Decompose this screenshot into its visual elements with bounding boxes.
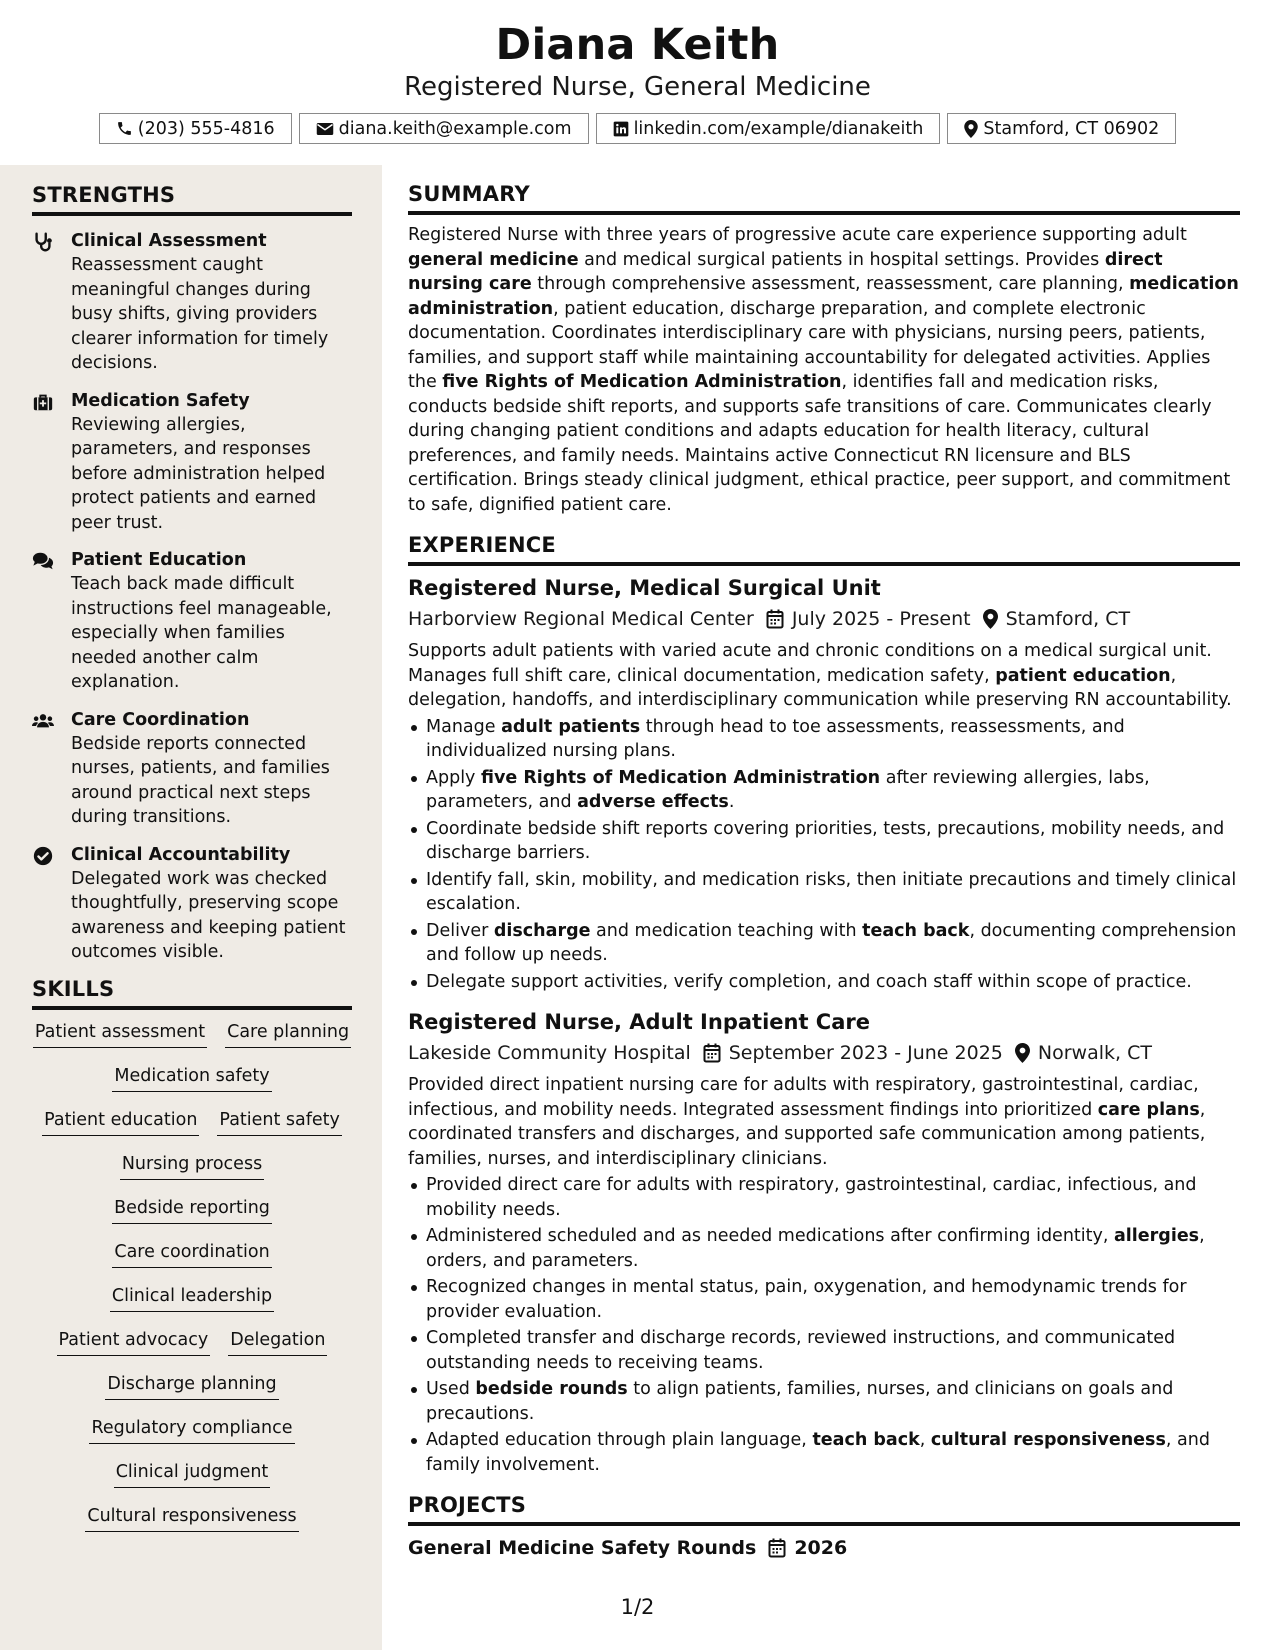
page-number: 1/2 bbox=[620, 1595, 655, 1619]
text-segment: , orders, and parameters. bbox=[426, 1226, 1205, 1271]
strength-name: Clinical Accountability bbox=[71, 844, 291, 865]
contact-bar bbox=[0, 113, 1275, 144]
emphasis-text: adult patients bbox=[501, 716, 641, 737]
job-meta bbox=[408, 605, 1240, 633]
text-segment: to align patients, families, nurses, and clinicians on goals and precautions. bbox=[426, 1379, 1174, 1424]
strength-desc: Delegated work was checked thoughtfully, preserving scope awareness and keeping patient outcomes visible. bbox=[71, 868, 346, 962]
job-bullet bbox=[408, 1377, 1240, 1426]
job-bullet bbox=[408, 817, 1240, 866]
location-text: Stamford, CT 06902 bbox=[983, 118, 1160, 139]
project-title: General Medicine Safety Rounds bbox=[408, 1537, 757, 1559]
job-bullet bbox=[408, 970, 1240, 995]
job-summary bbox=[408, 639, 1240, 713]
sidebar bbox=[0, 165, 382, 1650]
text-segment: . bbox=[728, 792, 735, 812]
job-bullet bbox=[408, 1224, 1240, 1273]
emphasis-text: allergies bbox=[1113, 1226, 1200, 1246]
skill-tag: Clinical leadership bbox=[110, 1284, 274, 1312]
emphasis-text: bedside rounds bbox=[475, 1379, 628, 1399]
job-title: Registered Nurse, Adult Inpatient Care bbox=[408, 1010, 870, 1034]
summary-heading: SUMMARY bbox=[408, 182, 1240, 215]
skill-tag: Patient assessment bbox=[33, 1020, 207, 1048]
emphasis-text: care plans bbox=[1097, 1099, 1200, 1120]
job-entry bbox=[408, 574, 1240, 994]
text-segment: , documenting comprehension and follow up needs. bbox=[426, 920, 1237, 965]
job-summary bbox=[408, 1073, 1240, 1171]
emphasis-text: five Rights of Medication Administration bbox=[442, 372, 842, 392]
text-segment: , and family involvement. bbox=[426, 1430, 1210, 1475]
job-title: Registered Nurse, Medical Surgical Unit bbox=[408, 576, 881, 600]
strength-desc: Reassessment caught meaningful changes during busy shifts, giving providers clearer information for timely decisions. bbox=[71, 255, 329, 373]
contact-email[interactable] bbox=[299, 113, 589, 144]
emphasis-text: discharge bbox=[493, 920, 591, 941]
job-employer: Harborview Regional Medical Center bbox=[408, 608, 754, 630]
contact-linkedin[interactable] bbox=[596, 113, 941, 144]
skill-tag: Clinical judgment bbox=[114, 1460, 271, 1488]
calendar-icon bbox=[768, 1538, 786, 1558]
emphasis-text: adverse effects bbox=[577, 792, 729, 812]
text-segment: Recognized changes in mental status, pain, oxygenation, and hemodynamic trends for provider evaluation. bbox=[426, 1277, 1187, 1322]
text-segment: Registered Nurse with three years of progressive acute care experience supporting adult bbox=[408, 225, 1187, 245]
text-segment: Deliver bbox=[426, 920, 494, 941]
skills-heading: SKILLS bbox=[32, 977, 352, 1010]
text-segment: and medication teaching with bbox=[590, 920, 863, 941]
job-bullet bbox=[408, 1275, 1240, 1324]
skill-tag: Discharge planning bbox=[105, 1372, 278, 1400]
summary-text bbox=[408, 223, 1240, 517]
job-bullet bbox=[408, 919, 1240, 968]
job-dates: July 2025 - Present bbox=[791, 608, 971, 630]
medkit-icon bbox=[32, 391, 54, 413]
skill-tag: Nursing process bbox=[120, 1152, 264, 1180]
text-segment: Manage bbox=[426, 716, 502, 737]
text-segment: Apply bbox=[426, 767, 481, 788]
text-segment: , delegation, handoffs, and interdisciplinary communication while preserving RN accountability. bbox=[408, 665, 1232, 710]
text-segment: Provided direct care for adults with respiratory, gastrointestinal, cardiac, infectious, and mobility needs. bbox=[426, 1175, 1197, 1220]
check-circle-icon bbox=[32, 845, 54, 867]
resume-header bbox=[0, 0, 1275, 165]
projects-section bbox=[408, 1493, 1240, 1562]
experience-heading: EXPERIENCE bbox=[408, 533, 1240, 566]
strength-item bbox=[32, 229, 352, 376]
text-segment: Supports adult patients with varied acute and chronic conditions on a medical surgical unit. Manages full shift care, clinical documentation, medication safety, bbox=[408, 641, 1212, 686]
job-bullet bbox=[408, 766, 1240, 815]
calendar-icon bbox=[703, 1043, 721, 1063]
emphasis-text: patient education bbox=[995, 665, 1171, 686]
strength-desc: Teach back made difficult instructions feel manageable, especially when families needed another calm explanation. bbox=[71, 574, 332, 692]
text-segment: , identifies fall and medication risks, conducts bedside shift reports, and supports safe transitions of care. Communicates clearly during changing patient conditions and adapts education for health literacy, cultural preferences, and family needs. Maintains active Connecticut RN licensure and BLS certification. Brings steady clinical judgment, ethical practice, peer support, and commitment to safe, dignified patient care. bbox=[408, 372, 1231, 515]
skill-tag: Bedside reporting bbox=[112, 1196, 272, 1224]
project-year: 2026 bbox=[794, 1537, 848, 1559]
job-location: Norwalk, CT bbox=[1037, 1042, 1152, 1064]
job-employer: Lakeside Community Hospital bbox=[408, 1042, 691, 1064]
strength-item bbox=[32, 389, 352, 536]
map-pin-icon bbox=[964, 120, 978, 138]
text-segment: through head to toe assessments, reassessments, and individualized nursing plans. bbox=[426, 716, 1125, 761]
skill-tag: Medication safety bbox=[112, 1064, 271, 1092]
phone-icon bbox=[116, 120, 133, 137]
strength-item bbox=[32, 843, 352, 965]
contact-phone bbox=[99, 113, 292, 144]
phone-text: (203) 555-4816 bbox=[137, 118, 275, 139]
emphasis-text: general medicine bbox=[408, 249, 579, 270]
strength-name: Medication Safety bbox=[71, 390, 250, 411]
main-content bbox=[408, 182, 1240, 1562]
text-segment: Identify fall, skin, mobility, and medication risks, then initiate precautions and timely clinical escalation. bbox=[426, 869, 1237, 914]
map-pin-icon bbox=[1015, 1043, 1030, 1063]
email-text[interactable]: diana.keith@example.com bbox=[338, 118, 572, 139]
strength-name: Patient Education bbox=[71, 550, 247, 570]
skills-section bbox=[32, 977, 352, 1548]
candidate-title: Registered Nurse, General Medicine bbox=[404, 72, 871, 102]
text-segment: , patient education, discharge preparation, and complete electronic documentation. Coordinates interdisciplinary care with physicians, nursing peers, patients, families, and support staff while maintaining accountability for delegated activities. Applies the bbox=[408, 298, 1211, 392]
text-segment: and medical surgical patients in hospital settings. Provides bbox=[578, 249, 1105, 270]
skill-tag: Cultural responsiveness bbox=[85, 1504, 298, 1532]
strength-name: Care Coordination bbox=[71, 709, 250, 730]
candidate-name: Diana Keith bbox=[495, 20, 780, 70]
text-segment: Used bbox=[426, 1379, 476, 1399]
text-segment: Administered scheduled and as needed medications after confirming identity, bbox=[426, 1226, 1114, 1246]
job-location: Stamford, CT bbox=[1005, 608, 1131, 630]
job-bullet bbox=[408, 1173, 1240, 1222]
experience-section bbox=[408, 533, 1240, 1477]
skill-tag: Care planning bbox=[225, 1020, 351, 1048]
projects-heading: PROJECTS bbox=[408, 1493, 1240, 1526]
job-bullet bbox=[408, 1326, 1240, 1375]
envelope-icon bbox=[316, 121, 334, 137]
strength-item bbox=[32, 548, 352, 695]
map-pin-icon bbox=[983, 609, 998, 629]
users-icon bbox=[32, 710, 54, 732]
skill-tag: Regulatory compliance bbox=[89, 1416, 294, 1444]
text-segment: Adapted education through plain language, bbox=[426, 1430, 813, 1450]
project-entry bbox=[408, 1534, 1240, 1562]
job-bullet bbox=[408, 868, 1240, 917]
emphasis-text: five Rights of Medication Administration bbox=[480, 767, 881, 788]
linkedin-text[interactable]: linkedin.com/example/dianakeith bbox=[633, 118, 924, 139]
job-bullets bbox=[408, 715, 1240, 995]
job-entry bbox=[408, 1008, 1240, 1477]
skill-tag: Delegation bbox=[228, 1328, 327, 1356]
linkedin-icon bbox=[613, 121, 629, 137]
emphasis-text: cultural responsiveness bbox=[930, 1430, 1166, 1450]
skills-list bbox=[32, 1020, 352, 1548]
strength-name: Clinical Assessment bbox=[71, 231, 267, 251]
calendar-icon bbox=[766, 609, 784, 629]
text-segment: Completed transfer and discharge records, reviewed instructions, and communicated outstanding needs to receiving teams. bbox=[426, 1328, 1176, 1373]
contact-location bbox=[947, 113, 1176, 144]
skill-tag: Patient education bbox=[42, 1108, 199, 1136]
job-bullet bbox=[408, 715, 1240, 764]
stethoscope-icon bbox=[32, 231, 54, 253]
strength-desc: Bedside reports connected nurses, patients, and families around practical next steps during transitions. bbox=[71, 733, 330, 827]
skill-tag: Patient advocacy bbox=[57, 1328, 211, 1356]
job-meta bbox=[408, 1039, 1240, 1067]
job-dates: September 2023 - June 2025 bbox=[728, 1042, 1003, 1064]
strength-desc: Reviewing allergies, parameters, and responses before administration helped protect patients and earned peer trust. bbox=[71, 414, 326, 533]
comments-icon bbox=[32, 550, 54, 572]
strengths-heading: STRENGTHS bbox=[32, 183, 352, 216]
skill-tag: Care coordination bbox=[112, 1240, 271, 1268]
text-segment: through comprehensive assessment, reassessment, care planning, bbox=[531, 274, 1130, 294]
emphasis-text: teach back bbox=[862, 920, 970, 941]
emphasis-text: teach back bbox=[812, 1430, 920, 1450]
text-segment: , bbox=[919, 1430, 931, 1450]
emphasis-text: direct nursing care bbox=[408, 249, 1163, 294]
skill-tag: Patient safety bbox=[217, 1108, 341, 1136]
emphasis-text: medication administration bbox=[408, 274, 1239, 319]
strength-item bbox=[32, 708, 352, 830]
text-segment: Provided direct inpatient nursing care for adults with respiratory, gastrointestinal, cardiac, infectious, and mobility needs. Integrated assessment findings into prioritized bbox=[408, 1075, 1199, 1120]
text-segment: Coordinate bedside shift reports covering priorities, tests, precautions, mobility needs, and discharge barriers. bbox=[426, 818, 1225, 863]
text-segment: after reviewing allergies, labs, parameters, and bbox=[426, 767, 1150, 812]
job-bullets bbox=[408, 1173, 1240, 1477]
job-bullet bbox=[408, 1428, 1240, 1477]
text-segment: Delegate support activities, verify completion, and coach staff within scope of practice. bbox=[426, 971, 1192, 992]
text-segment: , coordinated transfers and discharges, and supported safe communication among patients, families, nurses, and interdisciplinary clinicians. bbox=[408, 1099, 1206, 1169]
